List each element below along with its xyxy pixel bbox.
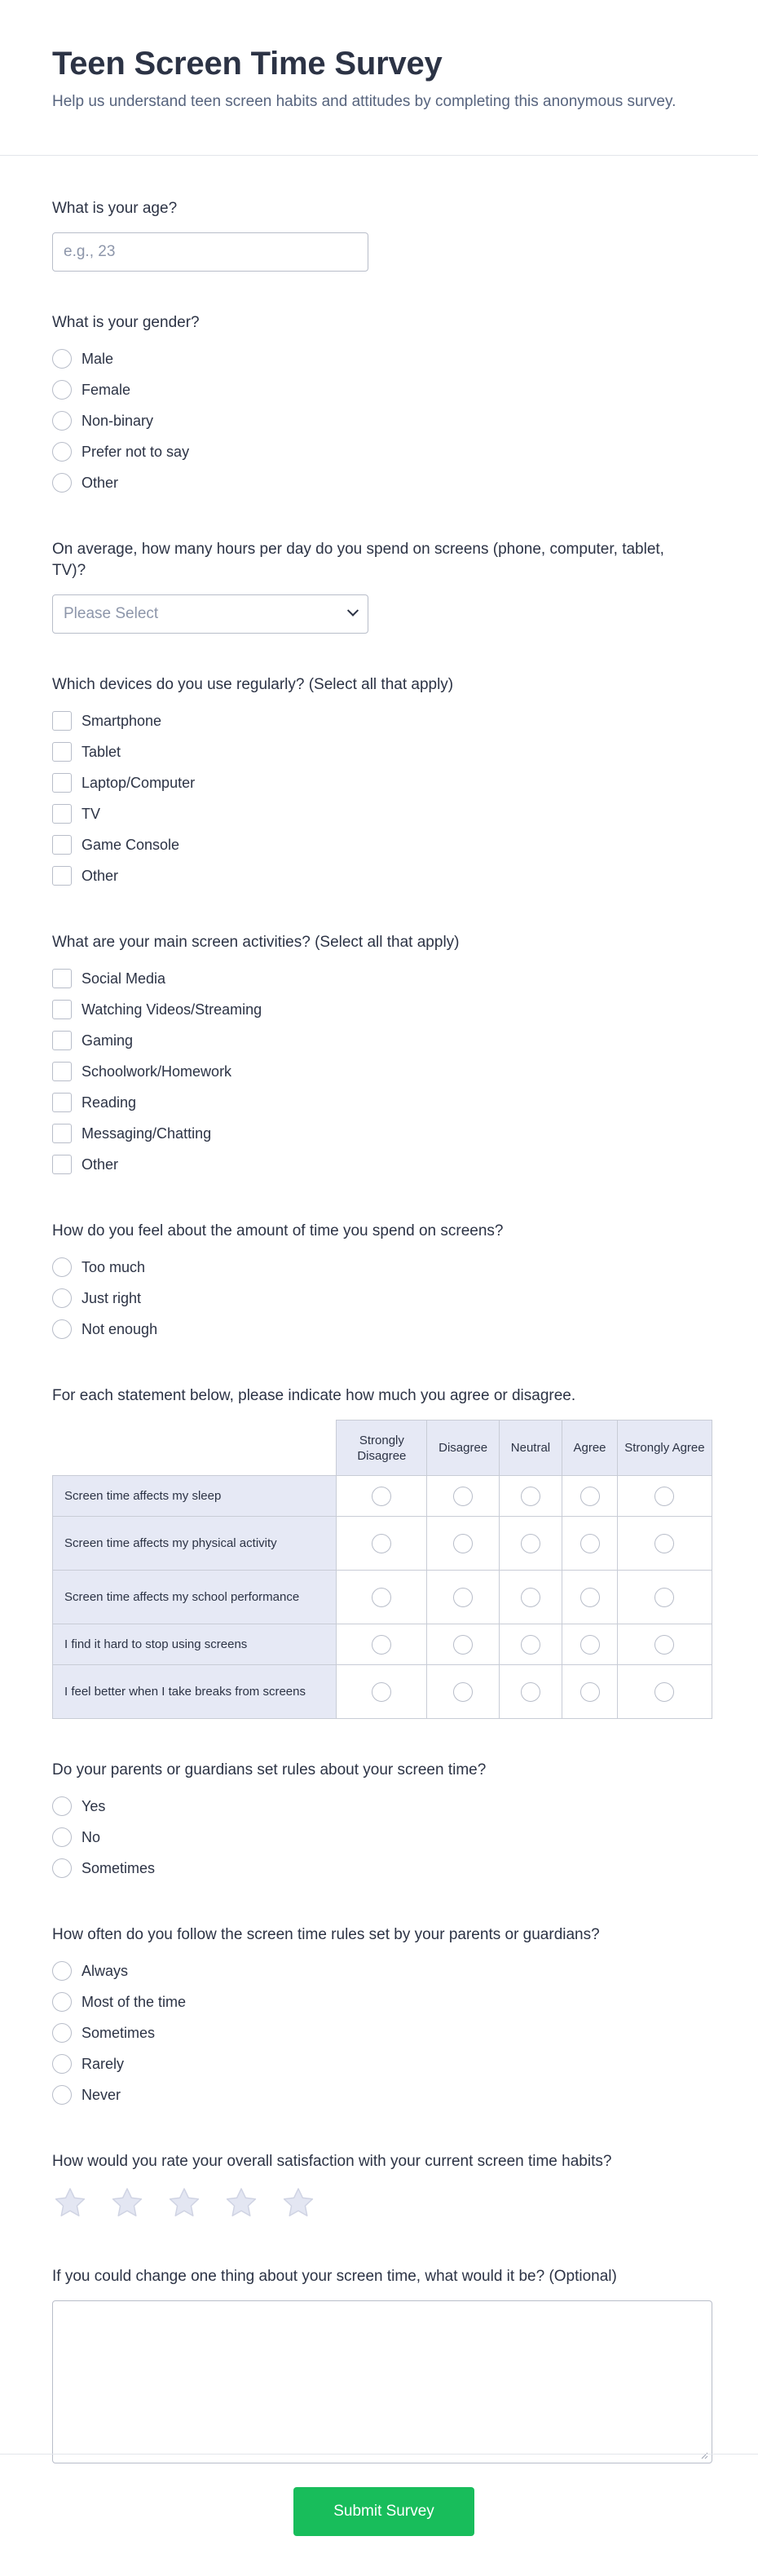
radio-button[interactable] bbox=[521, 1588, 540, 1607]
matrix-column-header: Strongly Disagree bbox=[337, 1421, 427, 1476]
option-label: Schoolwork/Homework bbox=[82, 1063, 232, 1080]
question-age bbox=[52, 198, 706, 272]
star-icon[interactable] bbox=[166, 2185, 202, 2225]
radio-option[interactable] bbox=[52, 1955, 706, 1986]
option-label: Yes bbox=[82, 1797, 106, 1814]
feel-options bbox=[52, 1252, 706, 1345]
option-label: Other bbox=[82, 867, 119, 884]
checkbox-option[interactable] bbox=[52, 1118, 706, 1149]
radio-button[interactable] bbox=[372, 1534, 391, 1553]
option-label: Messaging/Chatting bbox=[82, 1125, 212, 1142]
change-textarea[interactable] bbox=[52, 2300, 712, 2463]
matrix-row-label: I feel better when I take breaks from screens bbox=[53, 1665, 337, 1719]
radio-button[interactable] bbox=[580, 1487, 600, 1506]
matrix-cell bbox=[427, 1571, 499, 1624]
option-label: Not enough bbox=[82, 1320, 158, 1337]
checkbox-option[interactable] bbox=[52, 994, 706, 1025]
question-label: Do your parents or guardians set rules about your screen time? bbox=[52, 1761, 487, 1778]
radio-option[interactable] bbox=[52, 2079, 706, 2110]
matrix-column-header: Disagree bbox=[427, 1421, 499, 1476]
option-label: Reading bbox=[82, 1094, 137, 1111]
radio-button[interactable] bbox=[52, 1319, 72, 1339]
radio-button[interactable] bbox=[52, 1858, 72, 1878]
checkbox-option[interactable] bbox=[52, 1087, 706, 1118]
form-header bbox=[0, 0, 758, 156]
matrix-cell bbox=[337, 1517, 427, 1571]
radio-button[interactable] bbox=[52, 2023, 72, 2043]
matrix-column-header: Agree bbox=[562, 1421, 618, 1476]
matrix-row-label: Screen time affects my physical activity bbox=[53, 1517, 337, 1571]
option-label: Laptop/Computer bbox=[82, 774, 196, 791]
matrix-corner bbox=[53, 1421, 337, 1476]
option-label: Gaming bbox=[82, 1032, 134, 1049]
star-icon[interactable] bbox=[109, 2185, 145, 2225]
gender-options bbox=[52, 343, 706, 498]
matrix-cell bbox=[617, 1624, 712, 1665]
radio-option[interactable] bbox=[52, 1986, 706, 2017]
radio-option[interactable] bbox=[52, 436, 706, 467]
question-hours bbox=[52, 539, 706, 634]
question-label: How do you feel about the amount of time you spend on screens? bbox=[52, 1222, 504, 1239]
radio-button[interactable] bbox=[52, 349, 72, 369]
checkbox-option[interactable] bbox=[52, 736, 706, 767]
matrix-cell bbox=[427, 1517, 499, 1571]
radio-button[interactable] bbox=[52, 2085, 72, 2105]
option-label: Male bbox=[82, 350, 114, 367]
question-matrix bbox=[52, 1385, 706, 1719]
checkbox-option[interactable] bbox=[52, 798, 706, 829]
question-label: How often do you follow the screen time rules set by your parents or guardians? bbox=[52, 1926, 600, 1943]
matrix-row bbox=[53, 1624, 712, 1665]
question-gender bbox=[52, 312, 706, 498]
radio-option[interactable] bbox=[52, 1314, 706, 1345]
option-label: Other bbox=[82, 474, 119, 491]
option-label: Other bbox=[82, 1155, 119, 1173]
hours-dropdown[interactable] bbox=[52, 594, 368, 634]
checkbox-option[interactable] bbox=[52, 1149, 706, 1180]
question-devices bbox=[52, 674, 706, 891]
radio-button[interactable] bbox=[580, 1682, 600, 1702]
matrix-cell bbox=[499, 1665, 562, 1719]
checkbox-option[interactable] bbox=[52, 829, 706, 860]
checkbox[interactable] bbox=[52, 1000, 72, 1019]
question-feel bbox=[52, 1221, 706, 1345]
option-label: No bbox=[82, 1828, 101, 1845]
option-label: Sometimes bbox=[82, 1859, 156, 1876]
chevron-down-icon bbox=[347, 605, 359, 616]
question-label: What is your gender? bbox=[52, 314, 200, 331]
radio-button[interactable] bbox=[52, 1992, 72, 2012]
matrix-cell bbox=[617, 1476, 712, 1517]
radio-button[interactable] bbox=[580, 1534, 600, 1553]
radio-button[interactable] bbox=[453, 1588, 473, 1607]
submit-button[interactable]: Submit Survey bbox=[293, 2487, 474, 2536]
checkbox[interactable] bbox=[52, 866, 72, 886]
checkbox[interactable] bbox=[52, 1155, 72, 1174]
follow-options bbox=[52, 1955, 706, 2110]
radio-button[interactable] bbox=[52, 442, 72, 462]
question-activities bbox=[52, 932, 706, 1180]
option-label: Smartphone bbox=[82, 712, 162, 729]
option-label: Social Media bbox=[82, 970, 166, 987]
checkbox[interactable] bbox=[52, 1124, 72, 1143]
checkbox-option[interactable] bbox=[52, 705, 706, 736]
matrix-cell bbox=[617, 1571, 712, 1624]
matrix-cell bbox=[427, 1476, 499, 1517]
star-icon[interactable] bbox=[52, 2185, 88, 2225]
checkbox-option[interactable] bbox=[52, 1056, 706, 1087]
matrix-row bbox=[53, 1571, 712, 1624]
radio-button[interactable] bbox=[654, 1588, 674, 1607]
checkbox-option[interactable] bbox=[52, 1025, 706, 1056]
option-label: TV bbox=[82, 805, 101, 822]
matrix-row bbox=[53, 1517, 712, 1571]
question-label: For each statement below, please indicate how much you agree or disagree. bbox=[52, 1387, 576, 1404]
matrix-cell bbox=[617, 1517, 712, 1571]
star-icon[interactable] bbox=[280, 2185, 316, 2225]
radio-option[interactable] bbox=[52, 2017, 706, 2048]
checkbox-option[interactable] bbox=[52, 767, 706, 798]
radio-button[interactable] bbox=[453, 1635, 473, 1655]
matrix-cell bbox=[337, 1571, 427, 1624]
radio-button[interactable] bbox=[521, 1534, 540, 1553]
question-rules bbox=[52, 1760, 706, 1884]
question-change bbox=[52, 2266, 706, 2463]
question-label: If you could change one thing about your screen time, what would it be? (Optional) bbox=[52, 2268, 617, 2285]
radio-option[interactable] bbox=[52, 343, 706, 374]
option-label: Never bbox=[82, 2086, 121, 2103]
radio-option[interactable] bbox=[52, 405, 706, 436]
matrix-cell bbox=[499, 1571, 562, 1624]
checkbox[interactable] bbox=[52, 1031, 72, 1050]
question-label: Which devices do you use regularly? (Select all that apply) bbox=[52, 676, 454, 693]
radio-option[interactable] bbox=[52, 1791, 706, 1822]
radio-button[interactable] bbox=[580, 1588, 600, 1607]
activity-options bbox=[52, 963, 706, 1180]
dropdown-placeholder: Please Select bbox=[64, 605, 159, 622]
radio-button[interactable] bbox=[654, 1635, 674, 1655]
radio-button[interactable] bbox=[52, 1288, 72, 1308]
option-label: Sometimes bbox=[82, 2024, 156, 2041]
device-options bbox=[52, 705, 706, 891]
radio-button[interactable] bbox=[521, 1487, 540, 1506]
page-subtitle: Help us understand teen screen habits and attitudes by completing this anonymous survey. bbox=[52, 93, 676, 110]
star-rating bbox=[52, 2185, 706, 2225]
radio-option[interactable] bbox=[52, 1853, 706, 1884]
matrix-row-label: Screen time affects my sleep bbox=[53, 1476, 337, 1517]
checkbox[interactable] bbox=[52, 711, 72, 731]
checkbox-option[interactable] bbox=[52, 860, 706, 891]
option-label: Prefer not to say bbox=[82, 443, 190, 460]
radio-button[interactable] bbox=[52, 411, 72, 431]
radio-option[interactable] bbox=[52, 467, 706, 498]
form-footer bbox=[0, 2454, 758, 2576]
checkbox[interactable] bbox=[52, 835, 72, 855]
matrix-cell bbox=[499, 1624, 562, 1665]
checkbox[interactable] bbox=[52, 804, 72, 824]
radio-button[interactable] bbox=[52, 380, 72, 400]
question-label: What are your main screen activities? (Select all that apply) bbox=[52, 934, 460, 951]
radio-option[interactable] bbox=[52, 1822, 706, 1853]
radio-button[interactable] bbox=[654, 1682, 674, 1702]
matrix-cell bbox=[562, 1571, 618, 1624]
matrix-cell bbox=[427, 1665, 499, 1719]
option-label: Tablet bbox=[82, 743, 121, 760]
survey-form bbox=[0, 198, 758, 2463]
option-label: Non-binary bbox=[82, 412, 154, 429]
option-label: Rarely bbox=[82, 2055, 125, 2072]
radio-button[interactable] bbox=[521, 1682, 540, 1702]
checkbox[interactable] bbox=[52, 1093, 72, 1112]
radio-button[interactable] bbox=[453, 1487, 473, 1506]
radio-button[interactable] bbox=[372, 1588, 391, 1607]
question-follow bbox=[52, 1924, 706, 2110]
radio-option[interactable] bbox=[52, 2048, 706, 2079]
radio-button[interactable] bbox=[521, 1635, 540, 1655]
radio-button[interactable] bbox=[372, 1635, 391, 1655]
matrix-cell bbox=[499, 1517, 562, 1571]
radio-button[interactable] bbox=[580, 1635, 600, 1655]
matrix-cell bbox=[562, 1476, 618, 1517]
radio-option[interactable] bbox=[52, 1283, 706, 1314]
matrix-column-header: Strongly Agree bbox=[617, 1421, 712, 1476]
matrix-cell bbox=[427, 1624, 499, 1665]
checkbox-option[interactable] bbox=[52, 963, 706, 994]
matrix-cell bbox=[562, 1517, 618, 1571]
matrix-cell bbox=[337, 1665, 427, 1719]
checkbox[interactable] bbox=[52, 969, 72, 988]
matrix-row-label: Screen time affects my school performance bbox=[53, 1571, 337, 1624]
checkbox[interactable] bbox=[52, 742, 72, 762]
matrix-cell bbox=[337, 1624, 427, 1665]
matrix-row bbox=[53, 1665, 712, 1719]
question-label: On average, how many hours per day do you spend on screens (phone, computer, tablet, TV)? bbox=[52, 541, 664, 579]
option-label: Game Console bbox=[82, 836, 180, 853]
radio-button[interactable] bbox=[52, 1257, 72, 1277]
radio-option[interactable] bbox=[52, 1252, 706, 1283]
radio-button[interactable] bbox=[453, 1534, 473, 1553]
option-label: Too much bbox=[82, 1258, 146, 1275]
radio-button[interactable] bbox=[372, 1682, 391, 1702]
question-rating bbox=[52, 2151, 706, 2225]
checkbox[interactable] bbox=[52, 1062, 72, 1081]
radio-button[interactable] bbox=[654, 1534, 674, 1553]
page-title: Teen Screen Time Survey bbox=[52, 46, 443, 82]
radio-button[interactable] bbox=[52, 473, 72, 493]
question-label: What is your age? bbox=[52, 200, 178, 217]
age-input[interactable]: e.g., 23 bbox=[52, 232, 368, 272]
matrix-column-header: Neutral bbox=[499, 1421, 562, 1476]
checkbox[interactable] bbox=[52, 773, 72, 793]
star-icon[interactable] bbox=[223, 2185, 259, 2225]
matrix-cell bbox=[562, 1624, 618, 1665]
agreement-matrix bbox=[52, 1420, 712, 1719]
matrix-cell bbox=[499, 1476, 562, 1517]
matrix-cell bbox=[337, 1476, 427, 1517]
radio-option[interactable] bbox=[52, 374, 706, 405]
option-label: Always bbox=[82, 1962, 129, 1979]
option-label: Watching Videos/Streaming bbox=[82, 1001, 262, 1018]
radio-button[interactable] bbox=[52, 1796, 72, 1816]
rules-options bbox=[52, 1791, 706, 1884]
matrix-row-label: I find it hard to stop using screens bbox=[53, 1624, 337, 1665]
radio-button[interactable] bbox=[654, 1487, 674, 1506]
option-label: Female bbox=[82, 381, 131, 398]
radio-button[interactable] bbox=[372, 1487, 391, 1506]
radio-button[interactable] bbox=[52, 1961, 72, 1981]
option-label: Just right bbox=[82, 1289, 142, 1306]
matrix-cell bbox=[617, 1665, 712, 1719]
radio-button[interactable] bbox=[453, 1682, 473, 1702]
radio-button[interactable] bbox=[52, 2054, 72, 2074]
radio-button[interactable] bbox=[52, 1827, 72, 1847]
option-label: Most of the time bbox=[82, 1993, 187, 2010]
matrix-cell bbox=[562, 1665, 618, 1719]
question-label: How would you rate your overall satisfaction with your current screen time habits? bbox=[52, 2153, 612, 2170]
matrix-row bbox=[53, 1476, 712, 1517]
